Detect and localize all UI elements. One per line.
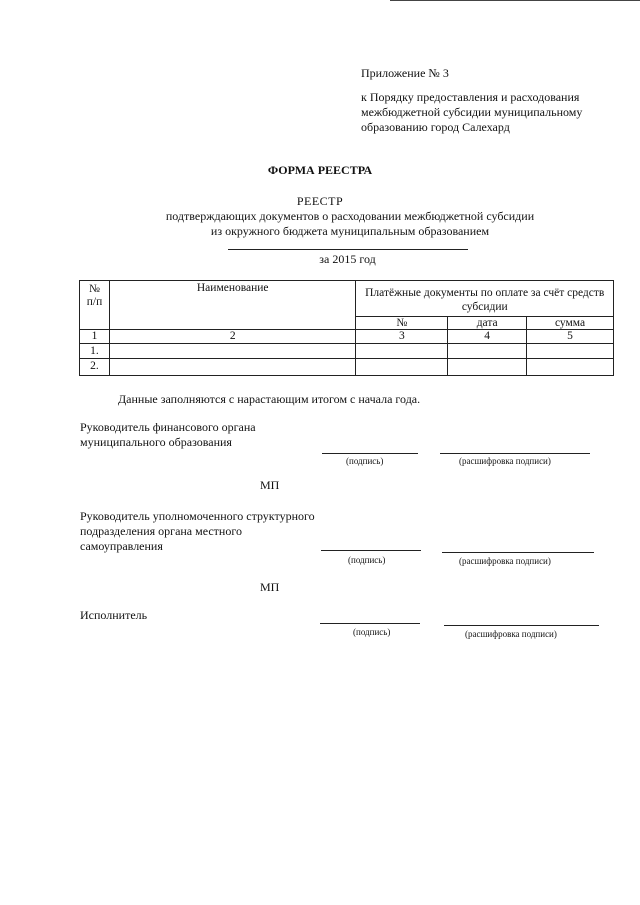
signer-1-line-1: Руководитель финансового органа [80, 420, 256, 434]
registry-subtitle-1: подтверждающих документов о расходовании межбюджетной субсидии [165, 209, 535, 223]
row-doc [356, 359, 448, 376]
stamp-place-1: МП [260, 478, 280, 492]
stamp-place-2: МП [260, 580, 280, 594]
decode-caption: (расшифровка подписи) [459, 456, 551, 466]
signature-caption: (подпись) [353, 627, 391, 637]
appendix-line-1: к Порядку предоставления и расходования [361, 90, 580, 104]
col-number-2: 2 [109, 330, 356, 344]
header-num: № п/п [80, 281, 110, 330]
table-row [80, 359, 614, 376]
registry-title: РЕЕСТР [296, 194, 344, 208]
signature-caption: (подпись) [346, 456, 384, 466]
row-doc [356, 344, 448, 359]
appendix-line-2: межбюджетной субсидии муниципальному [361, 105, 583, 119]
signer-2-line-3: самоуправления [80, 539, 163, 553]
header-name: Наименование [109, 281, 356, 330]
decode-line [442, 552, 594, 553]
header-doc-number: № [356, 317, 448, 330]
appendix-line-3: образованию город Салехард [361, 120, 510, 134]
col-number-1: 1 [80, 330, 110, 344]
scan-edge-line [390, 0, 640, 1]
form-title: ФОРМА РЕЕСТРА [267, 163, 373, 177]
appendix-title: Приложение № 3 [361, 66, 449, 80]
row-number: 2. [80, 359, 110, 376]
row-name [109, 344, 356, 359]
decode-line [444, 625, 599, 626]
row-date [448, 344, 527, 359]
decode-caption: (расшифровка подписи) [459, 556, 551, 566]
signer-3-line-1: Исполнитель [80, 608, 148, 622]
row-sum [527, 359, 614, 376]
registry-year: за 2015 год [319, 252, 376, 266]
municipality-blank-line [228, 249, 468, 250]
row-number: 1. [80, 344, 110, 359]
row-name [109, 359, 356, 376]
signature-caption: (подпись) [348, 555, 386, 565]
table-row [80, 344, 614, 359]
cumulative-note: Данные заполняются с нарастающим итогом с начала года. [118, 392, 421, 406]
col-number-5: 5 [527, 330, 614, 344]
decode-line [440, 453, 590, 454]
header-payments: Платёжные документы по оплате за счёт средств субсидии [356, 281, 614, 317]
registry-table [79, 280, 614, 376]
row-sum [527, 344, 614, 359]
col-number-4: 4 [448, 330, 527, 344]
decode-caption: (расшифровка подписи) [465, 629, 557, 639]
col-number-3: 3 [356, 330, 448, 344]
signer-2-line-1: Руководитель уполномоченного структурного [80, 509, 315, 523]
signature-line [320, 623, 420, 624]
registry-subtitle-2: из окружного бюджета муниципальным образованием [210, 224, 490, 238]
signer-2-line-2: подразделения органа местного [80, 524, 242, 538]
row-date [448, 359, 527, 376]
header-sum: сумма [527, 317, 614, 330]
signature-line [322, 453, 418, 454]
signature-line [321, 550, 421, 551]
signer-1-line-2: муниципального образования [80, 435, 232, 449]
header-date: дата [448, 317, 527, 330]
